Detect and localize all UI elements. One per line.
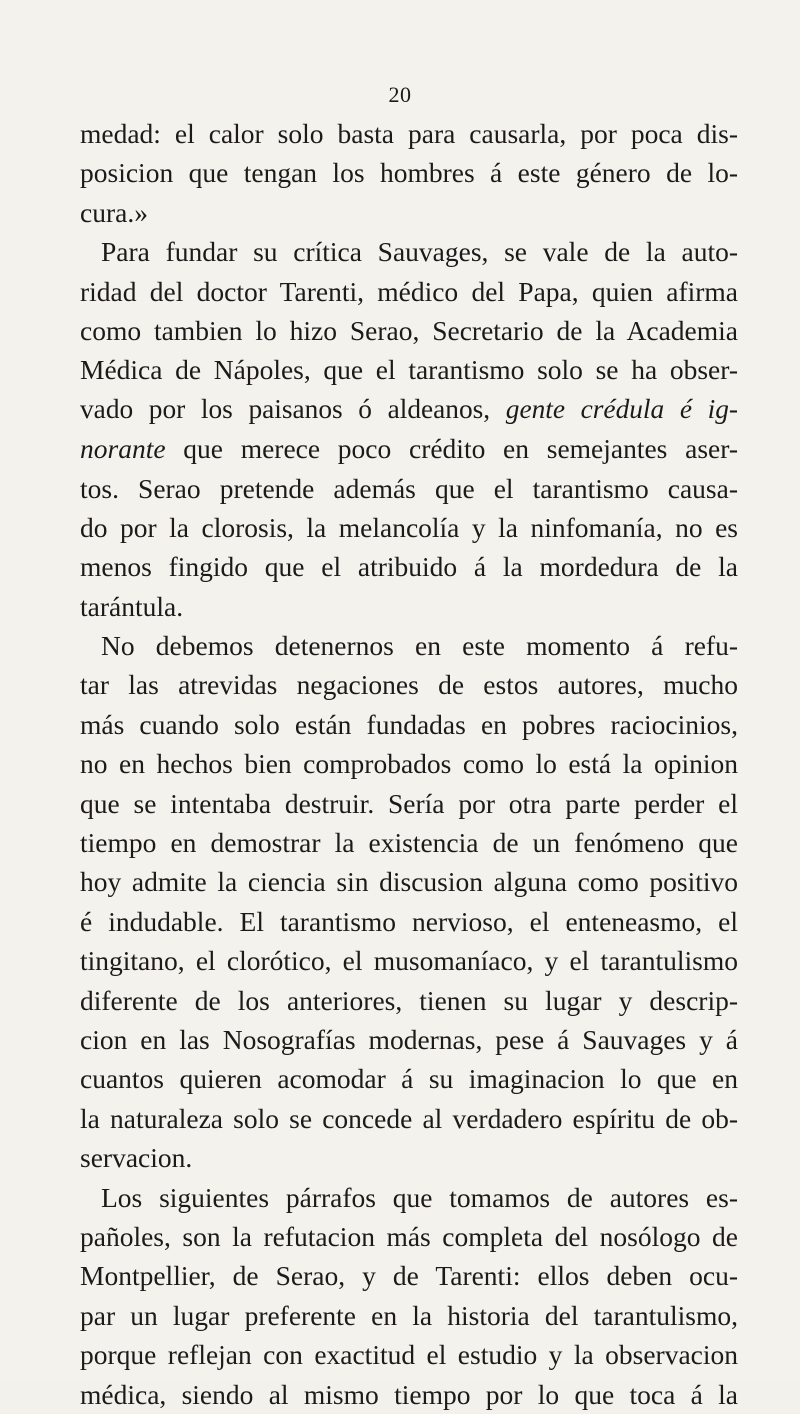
text-line: posicion que tengan los hombres á este género de lo-: [80, 157, 738, 189]
text-line: no en hechos bien comprobados como lo está la opinion: [80, 748, 738, 780]
paragraph-start-line: Los siguientes párrafos que tomamos de autores es-: [101, 1181, 738, 1213]
text-line: Montpellier, de Serao, y de Tarenti: ellos deben ocu-: [80, 1260, 738, 1292]
text-line: como tambien lo hizo Serao, Secretario de la Academia: [80, 314, 738, 346]
text-line: é indudable. El tarantismo nervioso, el enteneasmo, el: [80, 905, 738, 937]
text-segment: vado por los paisanos ó aldeanos,: [80, 393, 506, 424]
text-line: [80, 429, 738, 468]
text-line: Médica de Nápoles, que el tarantismo solo se ha obser-: [80, 354, 738, 386]
text-line: cuantos quieren acomodar á su imaginacion lo que en: [80, 1063, 738, 1095]
paragraph-start-line: Para fundar su crítica Sauvages, se vale de la auto-: [101, 236, 738, 268]
text-line: que se intentaba destruir. Sería por otra parte perder el: [80, 787, 738, 819]
text-line: menos fingido que el atribuido á la mordedura de la: [80, 551, 738, 583]
text-line: diferente de los anteriores, tienen su lugar y descrip-: [80, 984, 738, 1016]
text-line: [80, 390, 738, 429]
text-line: tiempo en demostrar la existencia de un fenómeno que: [80, 827, 738, 859]
text-line: do por la clorosis, la melancolía y la ninfomanía, no es: [80, 511, 738, 543]
text-line: cura.»: [80, 196, 148, 228]
text-line: tarántula.: [80, 590, 184, 622]
text-line: porque reflejan con exactitud el estudio y la observacion: [80, 1339, 738, 1371]
text-line: medad: el calor solo basta para causarla, por poca dis-: [80, 118, 738, 149]
page-number: 20: [388, 82, 412, 107]
italic-phrase: gente crédula é ig-: [505, 393, 738, 424]
text-line: servacion.: [80, 1142, 193, 1174]
text-line: médica, siendo al mismo tiempo por lo que toca á la: [80, 1378, 738, 1410]
text-line: par un lugar preferente en la historia del tarantulismo,: [80, 1299, 738, 1331]
text-line: la naturaleza solo se concede al verdadero espíritu de ob-: [80, 1102, 738, 1134]
text-line: ridad del doctor Tarenti, médico del Papa, quien afirma: [80, 275, 738, 307]
text-line: pañoles, son la refutacion más completa del nosólogo de: [80, 1220, 738, 1252]
text-segment: que merece poco crédito en semejantes aser-: [165, 433, 738, 465]
paragraph-start-line: No debemos detenernos en este momento á refu-: [101, 630, 738, 662]
body-text: [80, 114, 738, 1414]
text-line: hoy admite la ciencia sin discusion alguna como positivo: [80, 866, 738, 898]
text-line: cion en las Nosografías modernas, pese á Sauvages y á: [80, 1023, 738, 1055]
text-line: más cuando solo están fundadas en pobres raciocinios,: [80, 708, 738, 740]
italic-phrase: norante: [80, 433, 166, 465]
text-line: tingitano, el clorótico, el musomaníaco, y el tarantulismo: [80, 945, 738, 977]
text-line: tar las atrevidas negaciones de estos autores, mucho: [80, 669, 738, 701]
text-line: tos. Serao pretende además que el tarantismo causa-: [80, 472, 738, 504]
